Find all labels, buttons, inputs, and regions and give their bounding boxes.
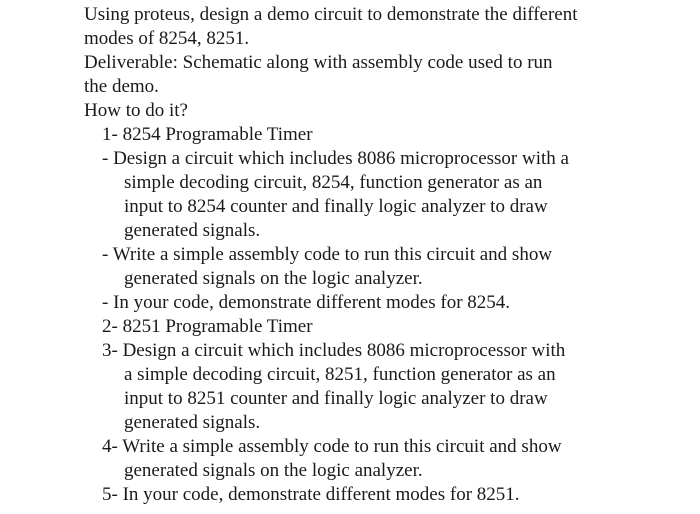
- step-4-line-2: generated signals on the logic analyzer.: [124, 460, 423, 481]
- how-heading: How to do it?: [84, 100, 188, 121]
- deliverable-line-2: the demo.: [84, 76, 159, 97]
- deliverable-line-1: Deliverable: Schematic along with assembly code used to run: [84, 52, 553, 73]
- step-2-title: 2- 8251 Programable Timer: [102, 316, 313, 337]
- step-1-bullet-3-line-1: - In your code, demonstrate different modes for 8254.: [102, 292, 511, 313]
- step-1-bullet-1-line-2: simple decoding circuit, 8254, function generator as an: [124, 172, 543, 193]
- step-1-bullet-2-line-1: - Write a simple assembly code to run this circuit and show: [102, 244, 553, 265]
- step-3-line-3: input to 8251 counter and finally logic analyzer to draw: [124, 388, 548, 409]
- step-3-line-2: a simple decoding circuit, 8251, function generator as an: [124, 364, 556, 385]
- step-5-line-1: 5- In your code, demonstrate different modes for 8251.: [102, 484, 520, 505]
- step-1-title: 1- 8254 Programable Timer: [102, 124, 313, 145]
- step-1-bullet-1-line-4: generated signals.: [124, 220, 261, 241]
- step-1-bullet-1-line-1: - Design a circuit which includes 8086 microprocessor with a: [102, 148, 569, 169]
- step-1-bullet-2-line-2: generated signals on the logic analyzer.: [124, 268, 423, 289]
- step-4-line-1: 4- Write a simple assembly code to run this circuit and show: [102, 436, 562, 457]
- step-1-bullet-1-line-3: input to 8254 counter and finally logic analyzer to draw: [124, 196, 548, 217]
- assignment-text: [84, 3, 684, 507]
- intro-line-2: modes of 8254, 8251.: [84, 28, 250, 49]
- step-3-line-4: generated signals.: [124, 412, 261, 433]
- step-3-line-1: 3- Design a circuit which includes 8086 microprocessor with: [102, 340, 566, 361]
- intro-line-1: Using proteus, design a demo circuit to demonstrate the different: [84, 4, 578, 25]
